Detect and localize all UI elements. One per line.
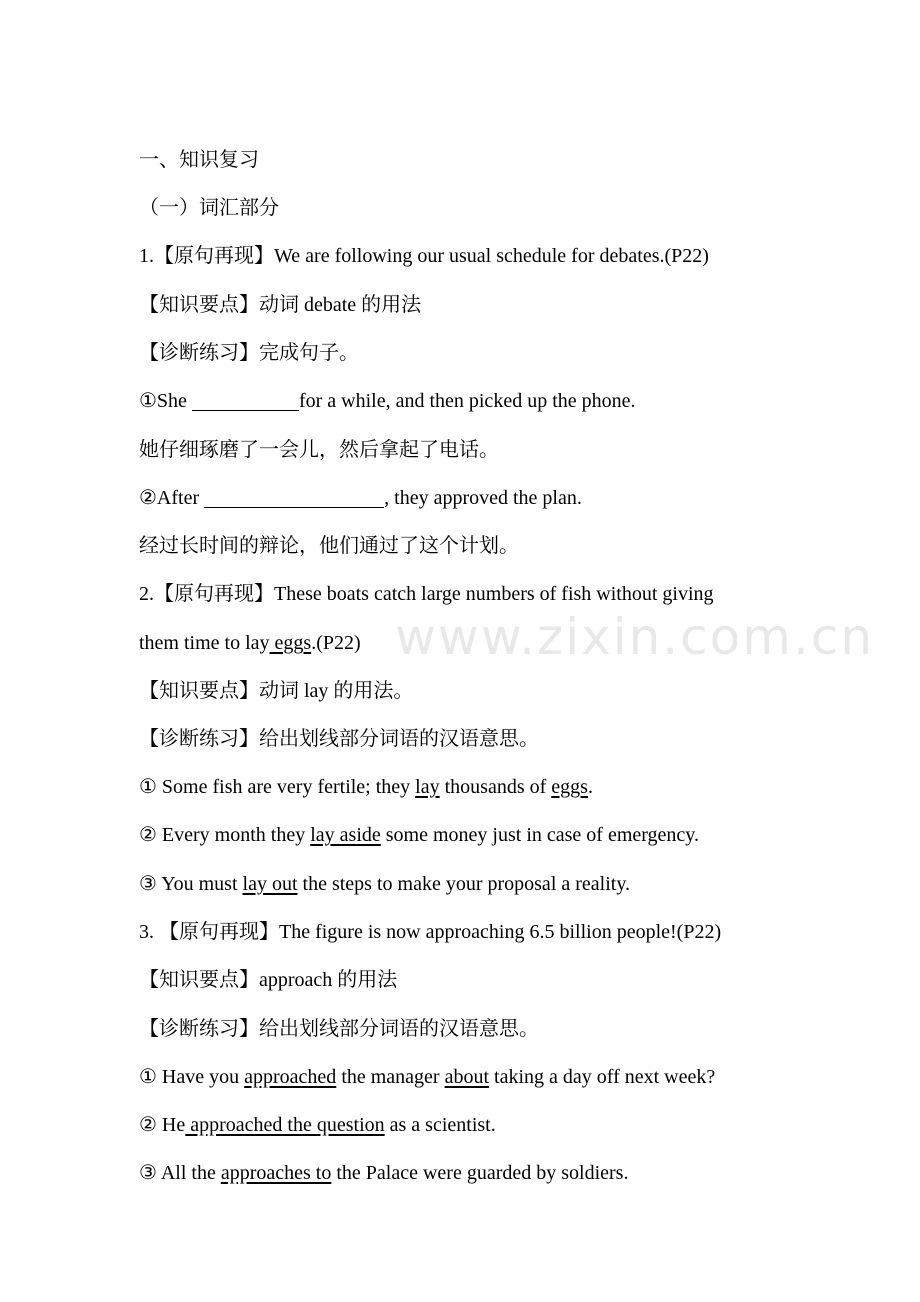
underlined-word: approaches to — [220, 1162, 332, 1184]
sentence-text: . — [587, 776, 593, 798]
subsection-heading: （一）词汇部分 — [139, 197, 279, 219]
underlined-word: lay — [415, 776, 440, 798]
answer-blank[interactable] — [192, 390, 299, 411]
sentence-text: .(P22) — [311, 632, 361, 654]
sentence-text: the manager — [336, 1066, 445, 1088]
item-1-exercise-instruction: 【诊断练习】完成句子。 — [139, 342, 359, 364]
sentence-text: ② He — [139, 1114, 186, 1136]
approach-exercise-2 — [139, 1112, 789, 1138]
sentence-text: taking a day off next week? — [489, 1066, 716, 1088]
item-2-original-sentence: 2.【原句再现】These boats catch large numbers of fish without giving — [139, 583, 714, 605]
exercise-2-sentence — [139, 485, 789, 511]
sentence-text: the steps to make your proposal a reality. — [297, 873, 631, 895]
item-3-original-sentence: 3. 【原句再现】The figure is now approaching 6.5 billion people!(P22) — [139, 921, 722, 943]
underlined-word: approached the question — [185, 1114, 385, 1136]
answer-blank[interactable] — [204, 487, 384, 508]
underlined-word: eggs — [551, 776, 588, 798]
underlined-word: approached — [244, 1066, 337, 1088]
item-2-original-sentence-cont — [139, 630, 789, 656]
sentence-text: ① Some fish are very fertile; they — [139, 776, 416, 798]
item-2-key-point: 【知识要点】动词 lay 的用法。 — [139, 680, 414, 702]
exercise-1-translation: 她仔细琢磨了一会儿，然后拿起了电话。 — [139, 439, 499, 461]
underlined-word: eggs — [269, 632, 312, 654]
item-1-original-sentence: 1.【原句再现】We are following our usual schedule for debates.(P22) — [139, 245, 709, 267]
sentence-text: as a scientist. — [384, 1114, 496, 1136]
lay-exercise-3 — [139, 871, 789, 897]
underlined-word: lay out — [242, 873, 298, 895]
item-3-key-point: 【知识要点】approach 的用法 — [139, 969, 398, 991]
underlined-word: lay aside — [310, 824, 381, 846]
item-2-exercise-instruction: 【诊断练习】给出划线部分词语的汉语意思。 — [139, 728, 539, 750]
lay-exercise-1 — [139, 774, 789, 800]
sentence-text: thousands of — [439, 776, 552, 798]
sentence-text: ②After — [139, 487, 205, 509]
approach-exercise-3 — [139, 1160, 789, 1186]
exercise-2-translation: 经过长时间的辩论，他们通过了这个计划。 — [139, 535, 519, 557]
sentence-text: some money just in case of emergency. — [380, 824, 700, 846]
sentence-text: , they approved the plan. — [384, 487, 582, 509]
sentence-text: them time to lay — [139, 632, 270, 654]
item-1-key-point: 【知识要点】动词 debate 的用法 — [139, 294, 422, 316]
sentence-text: ① Have you — [139, 1066, 245, 1088]
item-3-exercise-instruction: 【诊断练习】给出划线部分词语的汉语意思。 — [139, 1018, 539, 1040]
section-heading: 一、知识复习 — [139, 149, 259, 171]
sentence-text: for a while, and then picked up the phone. — [298, 390, 636, 412]
underlined-word: about — [444, 1066, 490, 1088]
sentence-text: ② Every month they — [139, 824, 311, 846]
exercise-1-sentence — [139, 388, 789, 414]
sentence-text: ③ You must — [139, 873, 243, 895]
sentence-text: ③ All the — [139, 1162, 221, 1184]
sentence-text: the Palace were guarded by soldiers. — [331, 1162, 629, 1184]
approach-exercise-1 — [139, 1064, 789, 1090]
lay-exercise-2 — [139, 822, 789, 848]
watermark: www.zixin.com.cn — [395, 608, 875, 666]
sentence-text: ①She — [139, 390, 192, 412]
